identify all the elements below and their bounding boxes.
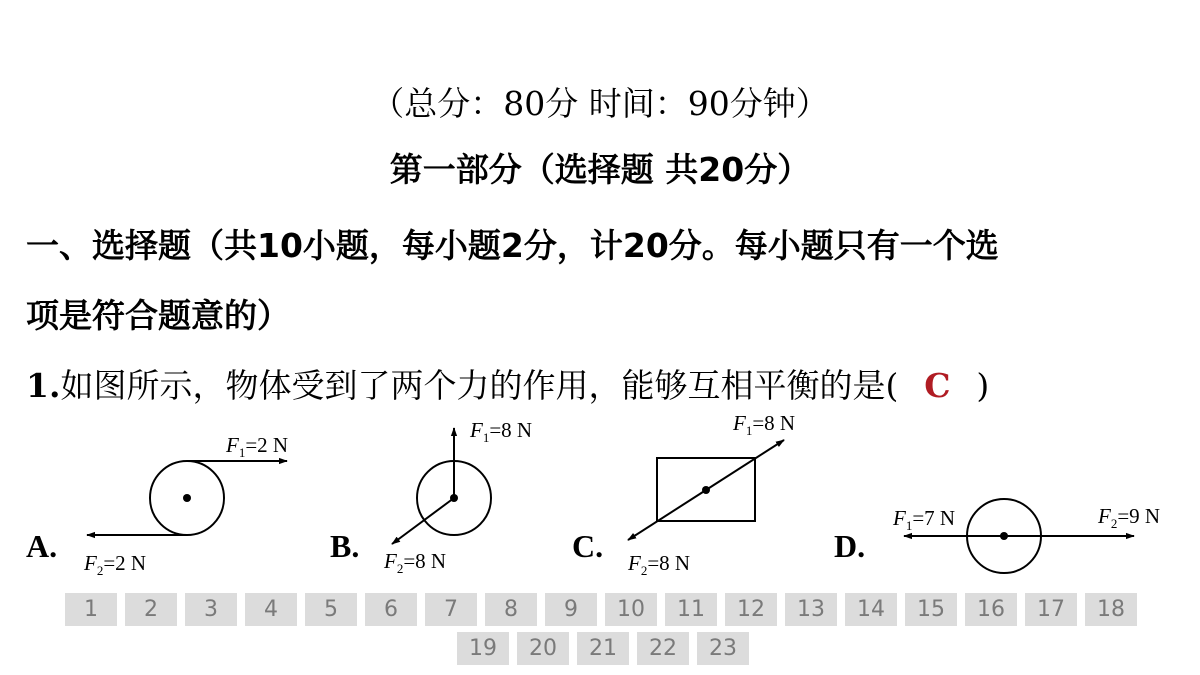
question-close-paren: ) (976, 366, 990, 405)
option-c-f1-arrow (706, 440, 784, 490)
force-diagrams (0, 400, 1200, 590)
question-nav-button[interactable]: 6 (365, 593, 417, 626)
option-b-diagram (330, 418, 532, 576)
option-d-diagram (834, 499, 1160, 573)
option-d-f1-label: $F_1=7$ N (893, 506, 956, 533)
question-nav-button[interactable]: 20 (517, 632, 569, 665)
question-nav-button[interactable]: 4 (245, 593, 297, 626)
question-nav-button[interactable]: 1 (65, 593, 117, 626)
question-nav-button[interactable]: 19 (457, 632, 509, 665)
option-b-f1-label: $F_1=8$ N (470, 418, 533, 445)
answer-choice: C (924, 366, 951, 405)
question-nav-button[interactable]: 14 (845, 593, 897, 626)
question-nav-button[interactable]: 22 (637, 632, 689, 665)
question-nav-button[interactable]: 16 (965, 593, 1017, 626)
question-number: 1. (26, 366, 61, 405)
option-c-f2-arrow (628, 490, 706, 540)
question-nav-button[interactable]: 7 (425, 593, 477, 626)
question-nav-button[interactable]: 10 (605, 593, 657, 626)
question-nav-button[interactable]: 2 (125, 593, 177, 626)
question-nav-button[interactable]: 11 (665, 593, 717, 626)
part-title: 第一部分（选择题 共20分） (389, 150, 811, 189)
question-nav-button[interactable]: 8 (485, 593, 537, 626)
option-d-f2-label: $F_2=9$ N (1098, 504, 1161, 531)
question-nav-button[interactable]: 17 (1025, 593, 1077, 626)
question-nav-button[interactable]: 18 (1085, 593, 1137, 626)
option-a-f2-label: $F_2=2$ N (84, 551, 147, 578)
option-c-diagram (572, 411, 795, 578)
question-nav-button[interactable]: 15 (905, 593, 957, 626)
option-a-center (183, 494, 191, 502)
option-a-f1-label: $F_1=2$ N (226, 433, 289, 460)
question-nav-button[interactable]: 13 (785, 593, 837, 626)
option-c-f2-label: $F_2=8$ N (628, 551, 691, 578)
option-b-label: B. (330, 528, 360, 564)
question-nav-button[interactable]: 3 (185, 593, 237, 626)
option-d-label: D. (834, 528, 866, 564)
question-nav-button[interactable]: 23 (697, 632, 749, 665)
option-b-f2-label: $F_2=8$ N (384, 549, 447, 576)
question-nav-button[interactable]: 12 (725, 593, 777, 626)
option-a-diagram (26, 433, 288, 578)
option-c-label: C. (572, 528, 604, 564)
score-time-line: （总分：80分 时间：90分钟） (371, 84, 829, 123)
question-nav-row-1 (65, 593, 1137, 626)
section-title-line1: 一、选择题（共10小题，每小题2分，计20分。每小题只有一个选 (26, 226, 999, 265)
section-title-line2: 项是符合题意的） (26, 296, 290, 335)
option-b-f2-arrow (392, 498, 454, 544)
option-a-label: A. (26, 528, 58, 564)
question-nav-button[interactable]: 9 (545, 593, 597, 626)
question-nav-button[interactable]: 5 (305, 593, 357, 626)
question-nav-row-2 (457, 632, 749, 665)
option-c-f1-label: $F_1=8$ N (733, 411, 796, 438)
question-nav-button[interactable]: 21 (577, 632, 629, 665)
question-stem: 如图所示，物体受到了两个力的作用，能够互相平衡的是( (60, 366, 899, 405)
